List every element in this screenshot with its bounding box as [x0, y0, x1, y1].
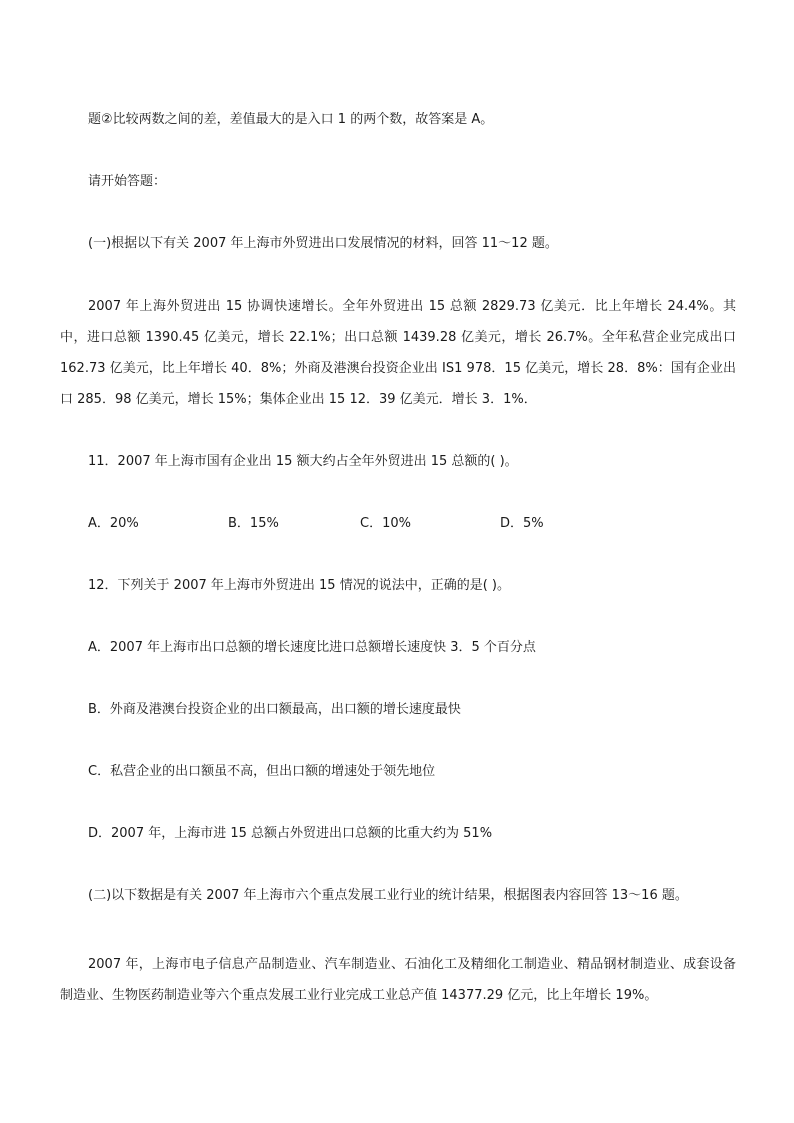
question-11: 11．2007 年上海市国有企业出 15 额大约占全年外贸进出 15 总额的( )。: [88, 454, 518, 469]
question-12-option-a: A．2007 年上海市出口总额的增长速度比进口总额增长速度快 3．5 个百分点: [88, 640, 536, 655]
start-instruction: 请开始答题：: [88, 174, 167, 189]
previous-answer-explanation: 题②比较两数之间的差，差值最大的是入口 1 的两个数，故答案是 A。: [88, 112, 494, 127]
section-two-material: 2007 年，上海市电子信息产品制造业、汽车制造业、石油化工及精细化工制造业、精品钢材制造业、成套设备制造业、生物医药制造业等六个重点发展工业行业完成工业总产值 14377.29 亿元，比上年增长 19%。: [60, 957, 736, 1003]
question-11-option-a: A．20%: [88, 516, 139, 531]
question-11-option-b: B．15%: [228, 516, 279, 531]
question-12-option-b: B．外商及港澳台投资企业的出口额最高，出口额的增长速度最快: [88, 702, 461, 717]
question-11-option-c: C．10%: [360, 516, 411, 531]
question-12-option-d: D．2007 年，上海市进 15 总额占外贸进出口总额的比重大约为 51%: [88, 826, 493, 841]
section-one-heading: (一)根据以下有关 2007 年上海市外贸进出口发展情况的材料，回答 11～12 题。: [88, 236, 558, 251]
section-two-heading: (二)以下数据是有关 2007 年上海市六个重点发展工业行业的统计结果，根据图表内容回答 13～16 题。: [88, 888, 688, 903]
section-one-material: 2007 年上海外贸进出 15 协调快速增长。全年外贸进出 15 总额 2829.73 亿美元．比上年增长 24.4%。其中，进口总额 1390.45 亿美元，增长 22.1%；出口总额 1439.28 亿美元，增长 26.7%。全年私营企业完成出口 162.73 亿美元，比上年增长 40．8%；外商及港澳台投资企业出 IS1 978．15 亿美元，增长 28．8%：国有企业出口 285．98 亿美元，增长 15%；集体企业出 15 12．39 亿美元．增长 3．1%．: [60, 299, 736, 407]
question-12: 12．下列关于 2007 年上海市外贸进出 15 情况的说法中，正确的是( )。: [88, 578, 510, 593]
question-11-option-d: D．5%: [500, 516, 544, 531]
question-12-option-c: C．私营企业的出口额虽不高，但出口额的增速处于领先地位: [88, 764, 436, 779]
